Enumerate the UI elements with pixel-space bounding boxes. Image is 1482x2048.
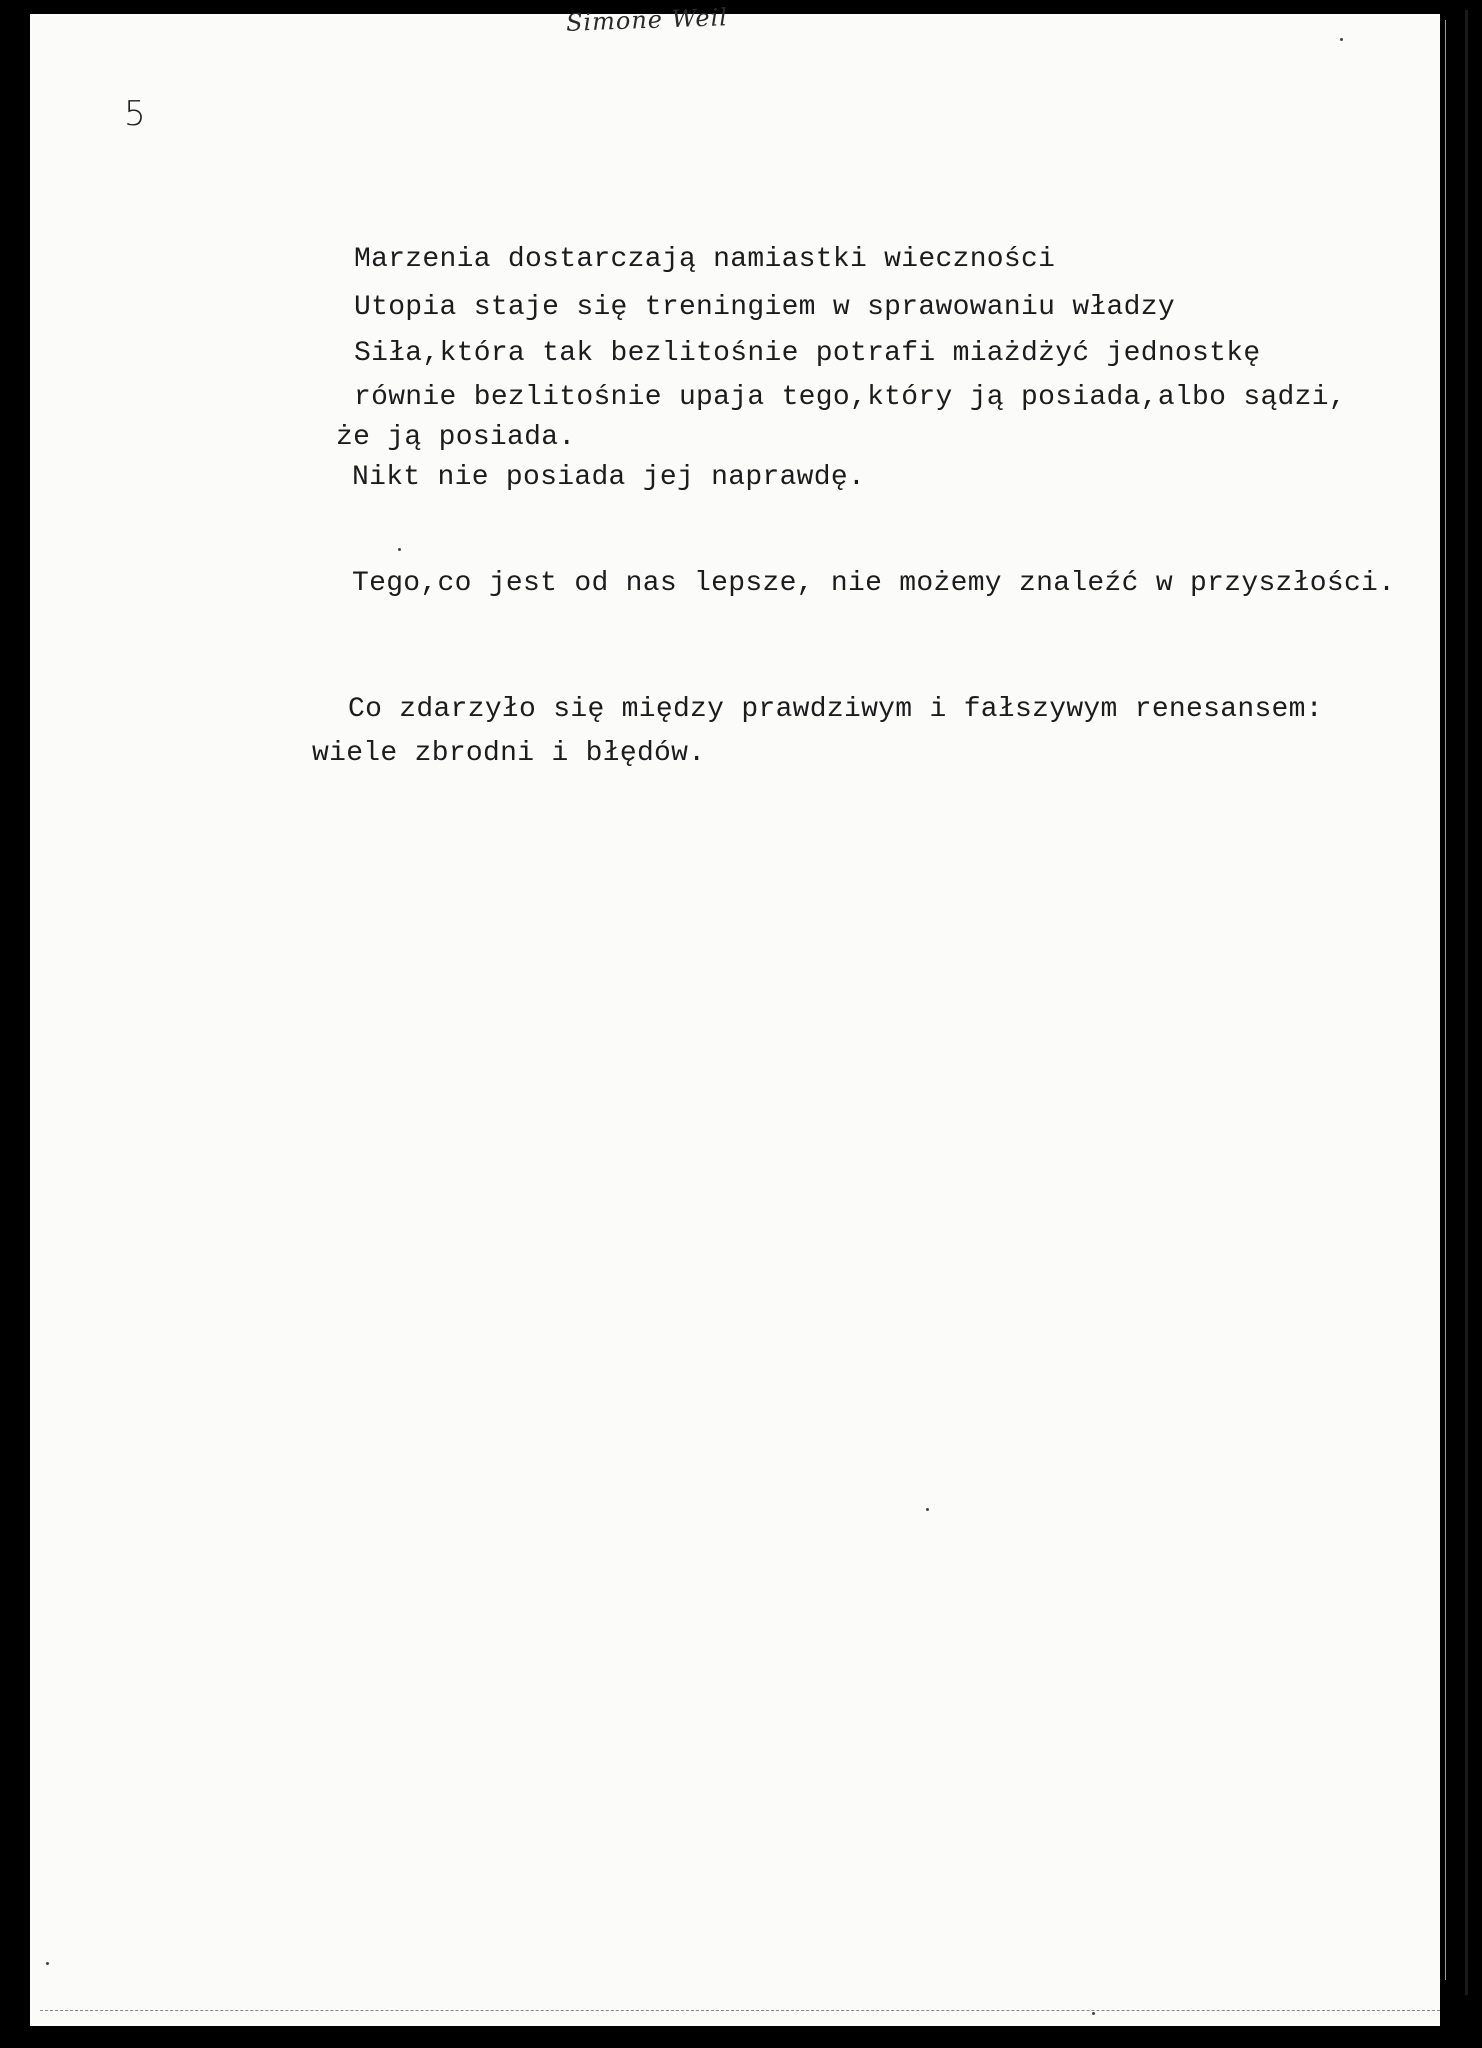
text-line: Tego,co jest od nas lepsze, nie możemy znaleźć w przyszłości.: [352, 568, 1396, 599]
text-line: wiele zbrodni i błędów.: [312, 738, 706, 769]
text-line: Utopia staje się treningiem w sprawowaniu władzy: [354, 292, 1175, 323]
page-edge-bottom: [40, 2010, 1440, 2012]
text-line: równie bezlitośnie upaja tego,który ją posiada,albo sądzi,: [354, 382, 1346, 413]
text-line: Nikt nie posiada jej naprawdę.: [352, 462, 866, 493]
text-line: Co zdarzyło się między prawdziwym i fałszywym renesansem:: [348, 694, 1323, 725]
scan-speck: [1092, 2012, 1095, 2015]
scan-speck: [46, 1962, 49, 1965]
scan-speck: [926, 1508, 929, 1511]
text-line: Siła,która tak bezlitośnie potrafi miażdżyć jednostkę: [354, 338, 1261, 369]
page-number: 5: [124, 94, 146, 134]
handwritten-signature: Simone Weil: [565, 3, 729, 37]
page-edge-right: [1465, 10, 1468, 1995]
page-edge-shadow: [1445, 20, 1446, 1980]
scan-speck: [1340, 38, 1343, 41]
scan-speck: [398, 548, 401, 551]
text-line: Marzenia dostarczają namiastki wieczności: [354, 244, 1056, 275]
text-line: że ją posiada.: [336, 422, 576, 453]
